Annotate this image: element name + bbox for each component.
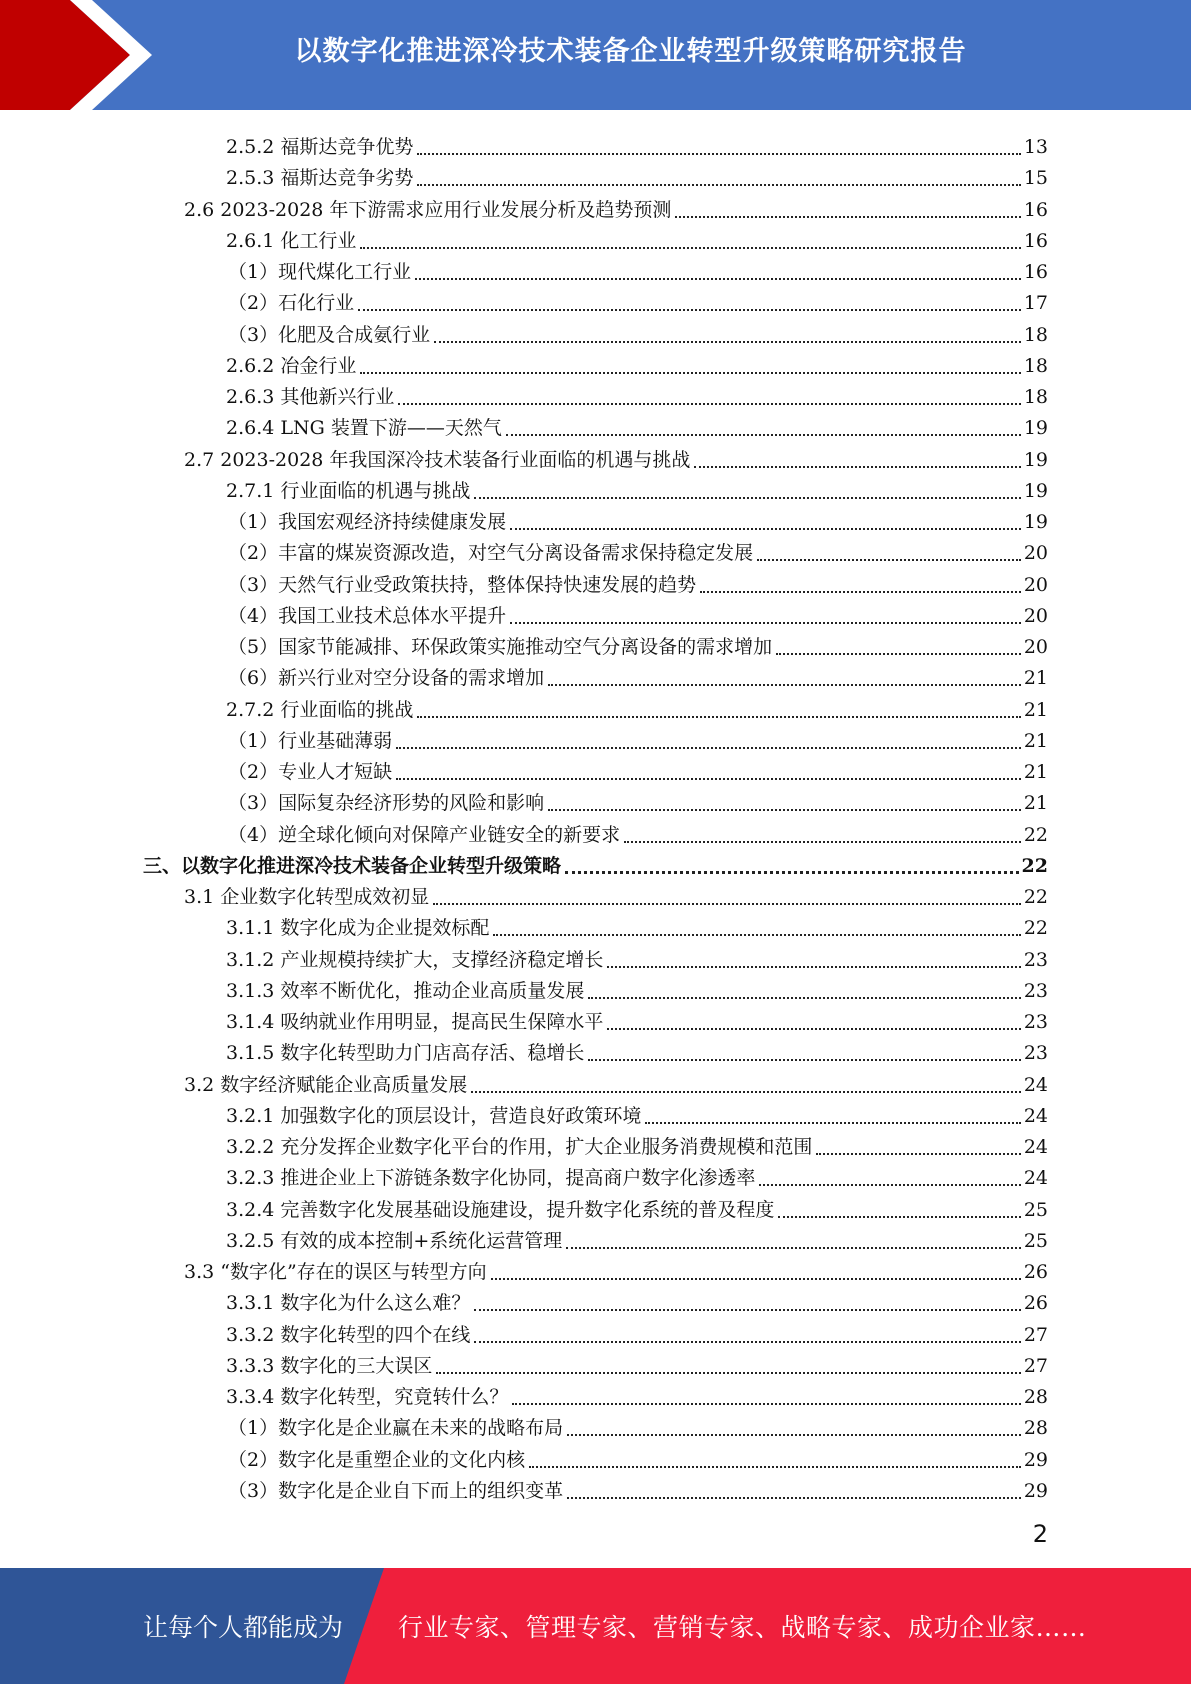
- toc-entry-page: 28: [1023, 1417, 1048, 1440]
- toc-entry-title: （5）国家节能减排、环保政策实施推动空气分离设备的需求增加: [228, 636, 773, 658]
- toc-entry[interactable]: [184, 1065, 1048, 1096]
- toc-entry[interactable]: [226, 471, 1048, 502]
- toc-entry[interactable]: [226, 940, 1048, 971]
- toc-dot-leader: [512, 1393, 1020, 1405]
- toc-entry-title: （1）现代煤化工行业: [228, 261, 412, 283]
- toc-dot-leader: [358, 299, 1021, 311]
- toc-entry-title: （1）数字化是企业赢在未来的战略布局: [228, 1417, 564, 1440]
- toc-entry-title: 3.1.1 数字化成为企业提效标配: [226, 917, 490, 940]
- toc-entry[interactable]: [226, 1190, 1048, 1221]
- toc-entry-title: 3.2.5 有效的成本控制+系统化运营管理: [226, 1229, 563, 1252]
- toc-entry[interactable]: [228, 252, 1048, 283]
- toc-entry-title: 2.7 2023-2028 年我国深冷技术装备行业面临的机遇与挑战: [184, 448, 691, 471]
- toc-entry-title: （4）我国工业技术总体水平提升: [228, 604, 507, 627]
- toc-entry-title: （2）石化行业: [228, 292, 355, 315]
- toc-dot-leader: [434, 331, 1021, 343]
- toc-dot-leader: [675, 206, 1020, 218]
- toc-entry-title: 2.6 2023-2028 年下游需求应用行业发展分析及趋势预测: [184, 198, 672, 221]
- toc-entry-title: 2.7.2 行业面临的挑战: [226, 698, 414, 721]
- toc-dot-leader: [417, 174, 1020, 186]
- toc-dot-leader: [417, 143, 1020, 155]
- toc-entry[interactable]: [228, 502, 1048, 533]
- toc-entry[interactable]: [226, 1002, 1048, 1033]
- toc-entry[interactable]: [228, 627, 1048, 658]
- toc-entry-page: 29: [1023, 1448, 1048, 1471]
- toc-entry-title: 3.1.4 吸纳就业作用明显，提高民生保障水平: [226, 1011, 604, 1033]
- toc-dot-leader: [776, 643, 1021, 655]
- toc-entry[interactable]: [228, 315, 1048, 346]
- toc-entry-page: 24: [1023, 1136, 1048, 1158]
- toc-entry-page: 22: [1023, 886, 1048, 908]
- toc-entry-title: （3）天然气行业受政策扶持，整体保持快速发展的趋势: [228, 573, 697, 596]
- toc-entry[interactable]: [228, 721, 1048, 752]
- toc-entry[interactable]: [226, 221, 1048, 252]
- toc-entry[interactable]: [226, 971, 1048, 1002]
- toc-entry-page: 29: [1023, 1479, 1048, 1502]
- toc-entry[interactable]: [226, 1158, 1048, 1189]
- toc-entry-page: 26: [1023, 1261, 1048, 1283]
- toc-entry[interactable]: [143, 846, 1048, 877]
- toc-entry[interactable]: [226, 908, 1048, 939]
- toc-dot-leader: [816, 1143, 1020, 1155]
- toc-dot-leader: [757, 549, 1021, 561]
- toc-entry-page: 21: [1023, 698, 1048, 721]
- toc-entry-title: 3.2 数字经济赋能企业高质量发展: [184, 1073, 468, 1096]
- toc-entry-page: 21: [1023, 729, 1048, 752]
- toc-dot-leader: [398, 393, 1020, 405]
- toc-dot-leader: [588, 1049, 1020, 1061]
- toc-entry-page: 16: [1023, 229, 1048, 252]
- toc-dot-leader: [396, 737, 1021, 749]
- toc-entry[interactable]: [228, 283, 1048, 314]
- toc-dot-leader: [588, 987, 1020, 999]
- toc-entry[interactable]: [226, 377, 1048, 408]
- toc-entry[interactable]: [226, 346, 1048, 377]
- toc-entry-page: 19: [1023, 448, 1048, 471]
- toc-dot-leader: [510, 612, 1021, 624]
- toc-entry-page: 18: [1023, 386, 1048, 408]
- toc-dot-leader: [510, 518, 1021, 530]
- toc-entry[interactable]: [226, 1377, 1048, 1408]
- toc-entry-title: 3.2.4 完善数字化发展基础设施建设，提升数字化系统的普及程度: [226, 1198, 775, 1221]
- toc-entry-page: 20: [1023, 604, 1048, 627]
- toc-entry[interactable]: [184, 877, 1048, 908]
- toc-entry-title: （3）国际复杂经济形势的风险和影响: [228, 792, 545, 815]
- toc-entry[interactable]: [228, 1471, 1048, 1502]
- toc-dot-leader: [360, 362, 1020, 374]
- toc-dot-leader: [417, 706, 1020, 718]
- toc-entry-page: 26: [1023, 1292, 1048, 1315]
- toc-entry[interactable]: [228, 565, 1048, 596]
- toc-dot-leader: [471, 1081, 1021, 1093]
- toc-dot-leader: [565, 861, 1019, 874]
- toc-entry[interactable]: [228, 596, 1048, 627]
- toc-entry-title: 2.6.1 化工行业: [226, 229, 357, 252]
- toc-entry-title: 3.1.3 效率不断优化，推动企业高质量发展: [226, 979, 585, 1002]
- toc-dot-leader: [360, 237, 1020, 249]
- toc-entry-page: 20: [1023, 542, 1048, 565]
- toc-entry-title: 3.2.3 推进企业上下游链条数字化协同，提高商户数字化渗透率: [226, 1167, 756, 1190]
- toc-entry-title: （1）行业基础薄弱: [228, 729, 393, 752]
- toc-dot-leader: [700, 581, 1021, 593]
- toc-entry-page: 19: [1023, 511, 1048, 533]
- toc-entry-title: 3.3.2 数字化转型的四个在线: [226, 1323, 471, 1346]
- toc-dot-leader: [474, 1299, 1020, 1311]
- toc-entry-page: 19: [1023, 479, 1048, 502]
- toc-entry-page: 25: [1023, 1198, 1048, 1221]
- toc-dot-leader: [624, 831, 1021, 843]
- toc-entry-title: 3.2.2 充分发挥企业数字化平台的作用，扩大企业服务消费规模和范围: [226, 1136, 813, 1158]
- toc-entry[interactable]: [226, 408, 1048, 439]
- toc-dot-leader: [778, 1206, 1020, 1218]
- toc-entry-page: 27: [1023, 1323, 1048, 1346]
- page-number: 2: [1032, 1520, 1048, 1548]
- toc-dot-leader: [491, 1268, 1021, 1280]
- toc-entry-page: 23: [1023, 1042, 1048, 1065]
- toc-entry-title: （4）逆全球化倾向对保障产业链安全的新要求: [228, 823, 621, 846]
- toc-dot-leader: [567, 1487, 1021, 1499]
- toc-entry-title: 3.1 企业数字化转型成效初显: [184, 886, 430, 908]
- toc-dot-leader: [436, 1362, 1020, 1374]
- toc-entry-title: 3.1.5 数字化转型助力门店高存活、稳增长: [226, 1042, 585, 1065]
- toc-dot-leader: [433, 893, 1021, 905]
- toc-entry[interactable]: [226, 1221, 1048, 1252]
- toc-entry[interactable]: [226, 1033, 1048, 1064]
- toc-dot-leader: [529, 1456, 1021, 1468]
- toc-entry-page: 13: [1023, 136, 1048, 158]
- toc-entry-page: 23: [1023, 948, 1048, 971]
- toc-dot-leader: [567, 1424, 1021, 1436]
- toc-dot-leader: [396, 768, 1021, 780]
- toc-entry[interactable]: [228, 783, 1048, 814]
- toc-entry-title: 2.6.2 冶金行业: [226, 354, 357, 377]
- toc-entry-page: 21: [1023, 667, 1048, 690]
- toc-dot-leader: [548, 674, 1021, 686]
- toc-dot-leader: [759, 1174, 1020, 1186]
- toc-entry[interactable]: [226, 158, 1048, 189]
- toc-dot-leader: [415, 268, 1021, 280]
- toc-entry[interactable]: [226, 1127, 1048, 1158]
- toc-entry-page: 27: [1023, 1354, 1048, 1377]
- toc-entry-page: 19: [1023, 417, 1048, 440]
- toc-entry-title: 3.2.1 加强数字化的顶层设计，营造良好政策环境: [226, 1104, 642, 1127]
- toc-entry-page: 18: [1023, 354, 1048, 377]
- toc-dot-leader: [506, 424, 1021, 436]
- toc-entry-title: 3.3.4 数字化转型，究竟转什么？: [226, 1386, 509, 1408]
- toc-entry[interactable]: [228, 658, 1048, 689]
- toc-entry-page: 16: [1023, 198, 1048, 221]
- toc-entry-page: 22: [1023, 917, 1048, 940]
- toc-dot-leader: [607, 956, 1020, 968]
- toc-entry-title: （2）数字化是重塑企业的文化内核: [228, 1448, 526, 1471]
- toc-entry-title: 3.1.2 产业规模持续扩大，支撑经济稳定增长: [226, 948, 604, 971]
- toc-entry-page: 15: [1023, 167, 1048, 190]
- toc-entry-page: 18: [1023, 323, 1048, 346]
- toc-entry-page: 22: [1021, 854, 1048, 877]
- toc-entry[interactable]: [226, 1283, 1048, 1314]
- toc-entry[interactable]: [184, 190, 1048, 221]
- page-header: [0, 0, 1191, 110]
- toc-entry-page: 21: [1023, 792, 1048, 815]
- toc-entry-page: 28: [1023, 1386, 1048, 1408]
- toc-entry[interactable]: [228, 1408, 1048, 1439]
- toc-entry-title: （1）我国宏观经济持续健康发展: [228, 511, 507, 533]
- toc-entry[interactable]: [228, 815, 1048, 846]
- toc-entry[interactable]: [226, 127, 1048, 158]
- toc-entry-title: （6）新兴行业对空分设备的需求增加: [228, 667, 545, 690]
- footer-slogan-left: 让每个人都能成为: [143, 1613, 344, 1642]
- toc-entry-page: 24: [1023, 1167, 1048, 1190]
- toc-entry-page: 25: [1023, 1229, 1048, 1252]
- toc-entry[interactable]: [228, 533, 1048, 564]
- toc-entry-title: （2）专业人才短缺: [228, 761, 393, 783]
- toc-entry-title: 3.3.3 数字化的三大误区: [226, 1354, 433, 1377]
- toc-dot-leader: [493, 924, 1020, 936]
- page-footer: [0, 1568, 1191, 1684]
- toc-entry[interactable]: [226, 1096, 1048, 1127]
- toc-entry-title: 2.5.2 福斯达竞争优势: [226, 136, 414, 158]
- toc-dot-leader: [474, 1331, 1020, 1343]
- toc-entry[interactable]: [226, 1315, 1048, 1346]
- toc-entry-title: 2.5.3 福斯达竞争劣势: [226, 167, 414, 190]
- toc-entry[interactable]: [226, 1346, 1048, 1377]
- toc-entry-title: 3.3 “数字化”存在的误区与转型方向: [184, 1261, 487, 1283]
- toc-entry-page: 24: [1023, 1104, 1048, 1127]
- toc-entry[interactable]: [184, 440, 1048, 471]
- toc-entry-page: 17: [1023, 292, 1048, 315]
- toc-entry-page: 16: [1023, 261, 1048, 283]
- toc-entry-page: 24: [1023, 1073, 1048, 1096]
- toc-entry-page: 20: [1023, 636, 1048, 658]
- toc-entry[interactable]: [228, 1440, 1048, 1471]
- toc-dot-leader: [548, 799, 1021, 811]
- toc-entry-title: 2.7.1 行业面临的机遇与挑战: [226, 479, 471, 502]
- toc-dot-leader: [607, 1018, 1020, 1030]
- toc-entry[interactable]: [226, 690, 1048, 721]
- toc-entry-title: 2.6.4 LNG 装置下游——天然气: [226, 417, 502, 440]
- toc-entry-title: （2）丰富的煤炭资源改造，对空气分离设备需求保持稳定发展: [228, 542, 754, 565]
- toc-entry-page: 23: [1023, 1011, 1048, 1033]
- toc-entry-title: （3）化肥及合成氨行业: [228, 323, 431, 346]
- toc-entry-page: 23: [1023, 979, 1048, 1002]
- toc-dot-leader: [645, 1112, 1020, 1124]
- toc-entry-title: 三、以数字化推进深冷技术装备企业转型升级策略: [143, 854, 562, 877]
- toc-entry-page: 21: [1023, 761, 1048, 783]
- toc-dot-leader: [694, 456, 1020, 468]
- red-chevron-icon: [0, 0, 160, 110]
- toc-entry[interactable]: [184, 1252, 1048, 1283]
- toc-entry[interactable]: [228, 752, 1048, 783]
- toc-dot-leader: [474, 487, 1020, 499]
- toc-entry-title: 3.3.1 数字化为什么这么难？: [226, 1292, 471, 1315]
- toc-entry-page: 20: [1023, 573, 1048, 596]
- toc-entry-page: 22: [1023, 823, 1048, 846]
- report-title: 以数字化推进深冷技术装备企业转型升级策略研究报告: [294, 35, 967, 67]
- toc-entry-title: 2.6.3 其他新兴行业: [226, 386, 395, 408]
- footer-slogan-right: 行业专家、管理专家、营销专家、战略专家、成功企业家……: [398, 1613, 1087, 1642]
- toc-dot-leader: [566, 1237, 1021, 1249]
- toc-entry-title: （3）数字化是企业自下而上的组织变革: [228, 1479, 564, 1502]
